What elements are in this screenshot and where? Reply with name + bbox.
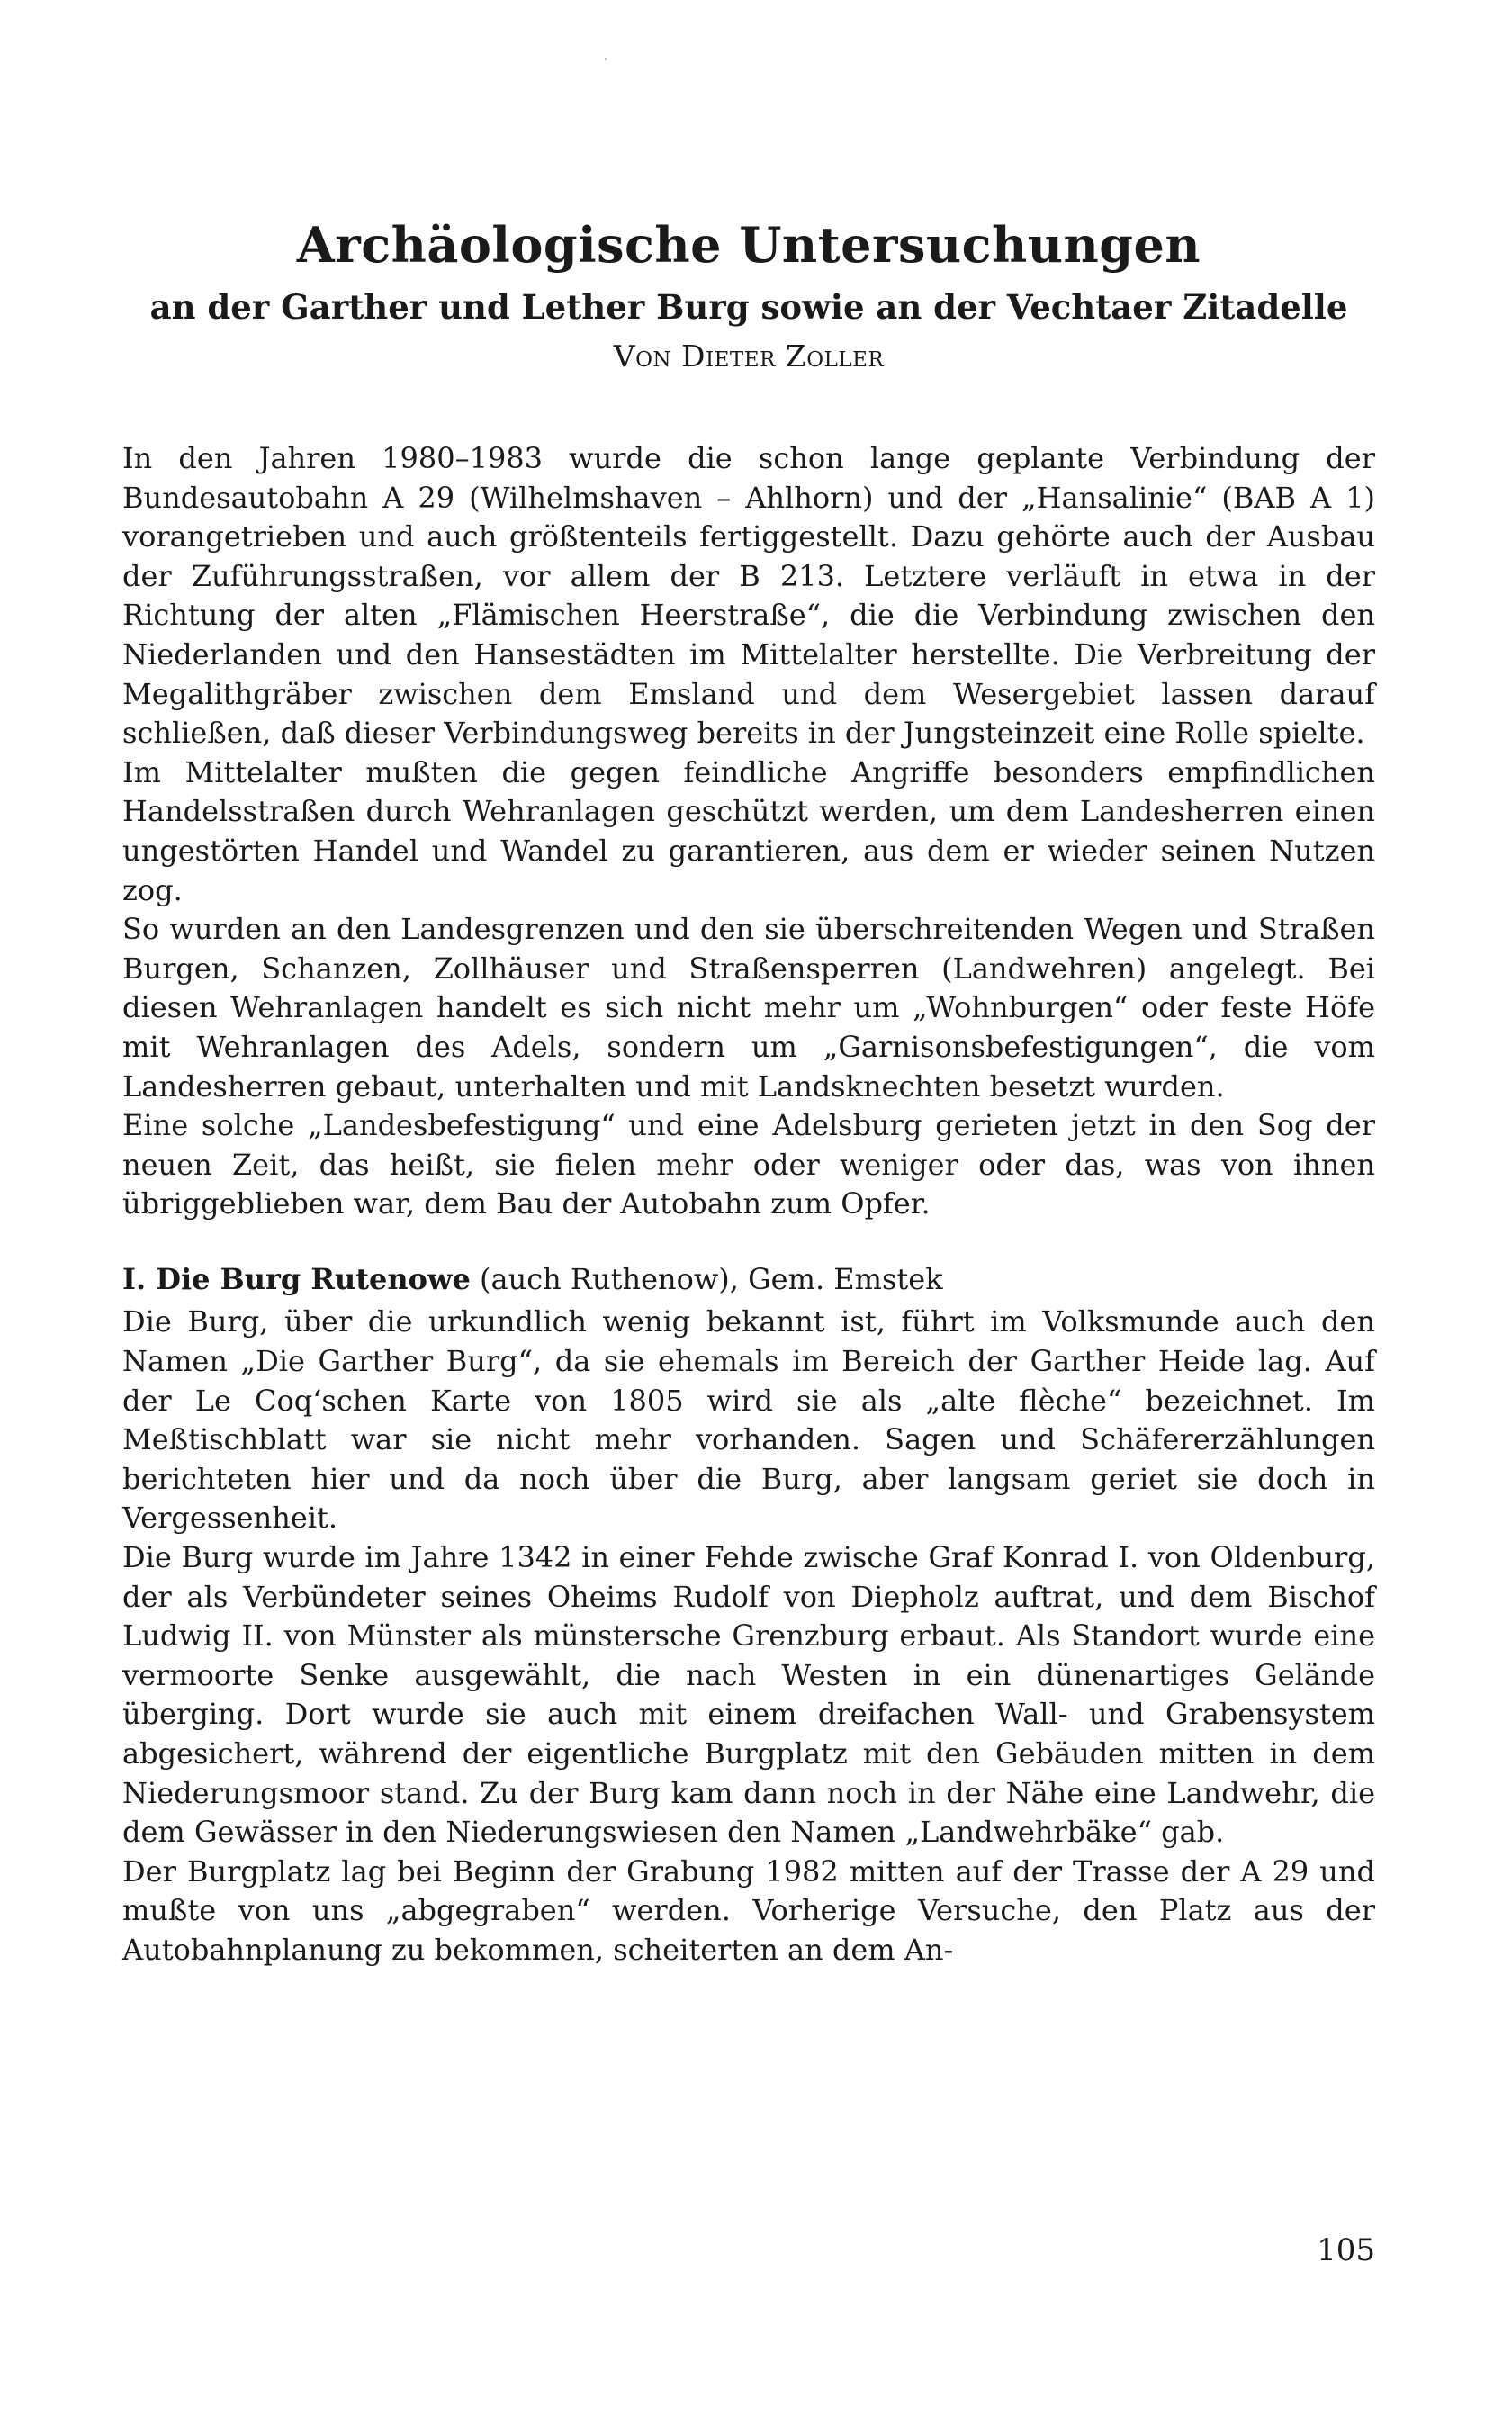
section-paragraph-2: Die Burg wurde im Jahre 1342 in einer Fehde zwische Graf Konrad I. von Oldenburg, der als Verbündeter seines Oheims Rudolf von Diepholz auftrat, und dem Bischof Ludwig II. von Münster als münstersche Grenzburg erbaut. Als Standort wurde eine vermoorte Senke ausgewählt, die nach Westen in ein dünenartiges Gelände überging. Dort wurde sie auch mit einem dreifachen Wall- und Grabensystem abgesichert, während der eigentliche Burgplatz mit den Gebäuden mitten in dem Niederungsmoor stand. Zu der Burg kam dann noch in der Nähe eine Landwehr, die dem Gewässer in den Niederungswiesen den Namen „Landwehrbäke“ gab. xyxy=(122,1540,1375,1850)
section-paragraph-1: Die Burg, über die urkundlich wenig bekannt ist, führt im Volksmunde auch den Namen „Die Garther Burg“, da sie ehemals im Bereich der Garther Heide lag. Auf der Le Coq‘schen Karte von 1805 wird sie als „alte flèche“ bezeichnet. Im Meßtischblatt war sie nicht mehr vorhanden. Sagen und Schäfererzählungen berichteten hier und da noch über die Burg, aber langsam geriet sie doch in Vergessenheit. xyxy=(122,1304,1375,1536)
section-heading-rest: (auch Ruthenow), Gem. Emstek xyxy=(470,1261,943,1296)
article-subtitle: an der Garther und Lether Burg sowie an der Vechtaer Zitadelle xyxy=(149,287,1348,327)
article-title: Archäologische Untersuchungen xyxy=(296,216,1202,274)
intro-paragraph-2: Im Mittelalter mußten die gegen feindliche Angriffe besonders empfindlichen Handelsstraßen durch Wehranlagen geschützt werden, um dem Landesherren einen ungestörten Handel und Wandel zu garantieren, aus dem er wieder seinen Nutzen zog. xyxy=(122,754,1375,907)
scan-speck xyxy=(605,58,607,60)
section-heading-bold: I. Die Burg Rutenowe xyxy=(122,1261,471,1296)
article-page xyxy=(122,216,1375,1970)
article-author: Von Dieter Zoller xyxy=(613,338,885,374)
intro-paragraph-1: In den Jahren 1980–1983 wurde die schon lange geplante Verbindung der Bundesautobahn A 29 (Wilhelmshaven – Ahlhorn) und der „Hansalinie“ (BAB A 1) vorangetrieben und auch größtenteils fertiggestellt. Dazu gehörte auch der Ausbau der Zuführungsstraßen, vor allem der B 213. Letztere verläuft in etwa in der Richtung der alten „Flämischen Heerstraße“, die die Verbindung zwischen den Niederlanden und den Hansestädten im Mittelalter herstellte. Die Verbreitung der Megalithgräber zwischen dem Emsland und dem Wesergebiet lassen darauf schließen, daß dieser Verbindungsweg bereits in der Jungsteinzeit eine Rolle spielte. xyxy=(122,441,1375,751)
page-number: 105 xyxy=(1317,2232,1375,2268)
intro-paragraph-4: Eine solche „Landesbefestigung“ und eine Adelsburg gerieten jetzt in den Sog der neuen Zeit, das heißt, sie fielen mehr oder weniger oder das, was von ihnen übriggeblieben war, dem Bau der Autobahn zum Opfer. xyxy=(122,1108,1375,1222)
section-paragraph-3: Der Burgplatz lag bei Beginn der Grabung 1982 mitten auf der Trasse der A 29 und mußte von uns „abgegraben“ werden. Vorherige Versuche, den Platz aus der Autobahnplanung zu bekommen, scheiterten an dem An- xyxy=(122,1853,1375,1967)
article-body xyxy=(122,439,1375,1970)
intro-paragraph-3: So wurden an den Landesgrenzen und den sie überschreitenden Wegen und Straßen Burgen, Schanzen, Zollhäuser und Straßensperren (Landwehren) angelegt. Bei diesen Wehranlagen handelt es sich nicht mehr um „Wohnburgen“ oder feste Höfe mit Wehranlagen des Adels, sondern um „Garnisonsbefestigungen“, die vom Landesherren gebaut, unterhalten und mit Landsknechten besetzt wurden. xyxy=(122,912,1375,1104)
section-heading xyxy=(122,1260,1375,1300)
